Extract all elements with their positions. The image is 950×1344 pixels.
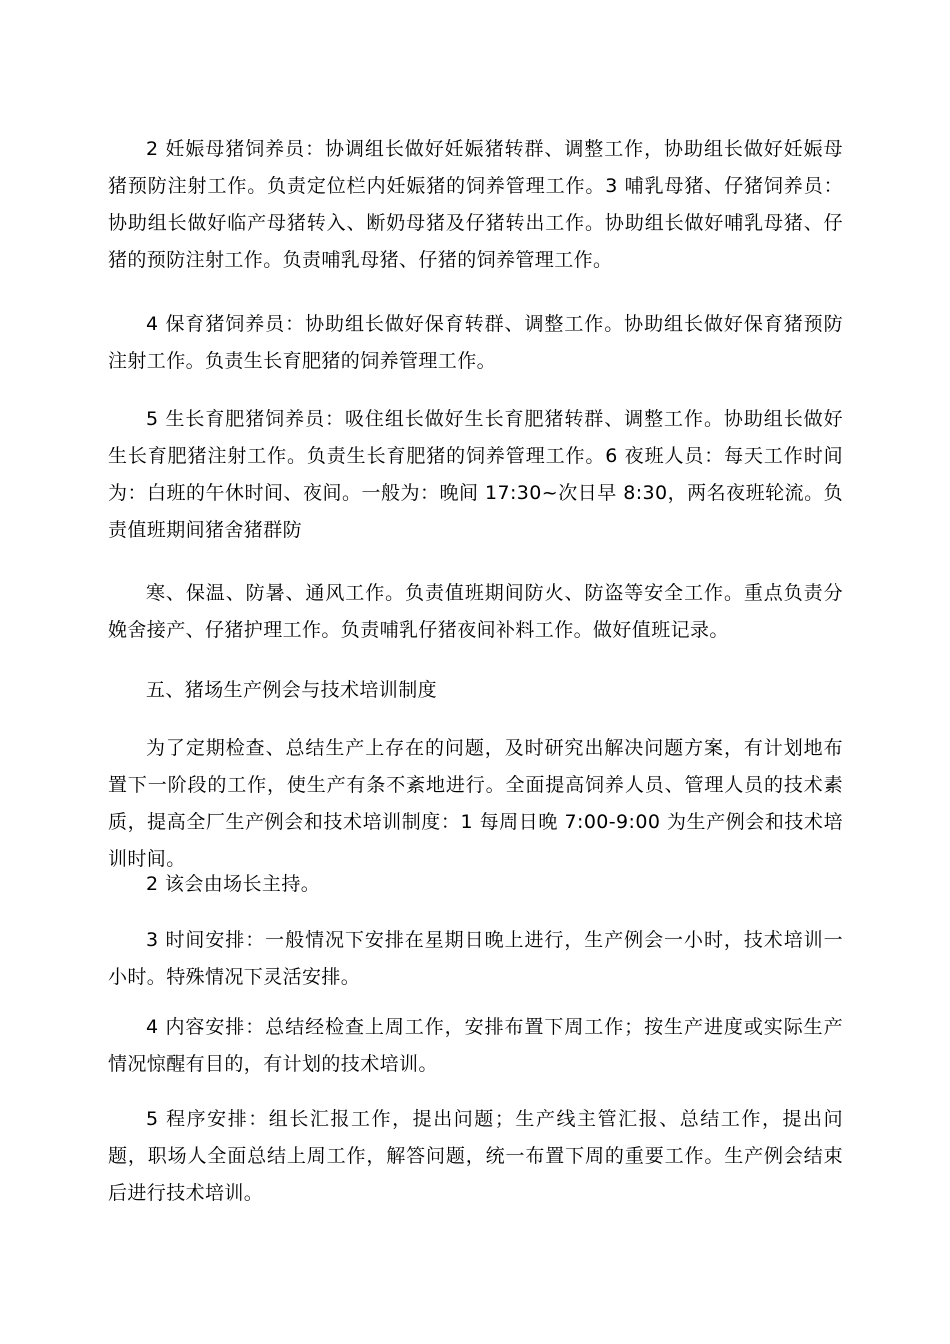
paragraph-sow-feeders: 2 妊娠母猪饲养员：协调组长做好妊娠猪转群、调整工作，协助组长做好妊娠母猪预防注射工作。负责定位栏内妊娠猪的饲养管理工作。3 哺乳母猪、仔猪饲养员：协助组长做好临产母猪转入、断奶母猪及仔猪转出工作。协助组长做好哺乳母猪、仔猪的预防注射工作。负责哺乳母猪、仔猪的饲养管理工作。 bbox=[108, 138, 843, 271]
section-heading: 五、猪场生产例会与技术培训制度 bbox=[146, 679, 438, 701]
paragraph-host: 2 该会由场长主持。 bbox=[146, 873, 321, 895]
paragraph-nursery-feeder: 4 保育猪饲养员：协助组长做好保育转群、调整工作。协助组长做好保育猪预防注射工作。负责生长育肥猪的饲养管理工作。 bbox=[108, 313, 843, 372]
paragraph-time-arrangement: 3 时间安排：一般情况下安排在星期日晚上进行，生产例会一小时，技术培训一小时。特殊情况下灵活安排。 bbox=[108, 929, 843, 988]
paragraph-night-shift-duties: 寒、保温、防暑、通风工作。负责值班期间防火、防盗等安全工作。重点负责分娩舍接产、仔猪护理工作。负责哺乳仔猪夜间补料工作。做好值班记录。 bbox=[108, 582, 843, 641]
paragraph-content-arrangement: 4 内容安排：总结经检查上周工作，安排布置下周工作；按生产进度或实际生产情况惊醒有目的，有计划的技术培训。 bbox=[108, 1016, 843, 1075]
paragraph-finisher-and-night-shift: 5 生长育肥猪饲养员：吸住组长做好生长育肥猪转群、调整工作。协助组长做好生长育肥猪注射工作。负责生长育肥猪的饲养管理工作。6 夜班人员：每天工作时间为：白班的午休时间、夜间。一般为：晚间 17:30~次日早 8:30，两名夜班轮流。负责值班期间猪舍猪群防 bbox=[108, 408, 843, 541]
paragraph-meeting-purpose: 为了定期检查、总结生产上存在的问题，及时研究出解决问题方案，有计划地布置下一阶段的工作，使生产有条不紊地进行。全面提高饲养人员、管理人员的技术素质，提高全厂生产例会和技术培训制度：1 每周日晚 7:00-9:00 为生产例会和技术培训时间。 bbox=[108, 737, 843, 870]
paragraph-procedure-arrangement: 5 程序安排：组长汇报工作，提出问题；生产线主管汇报、总结工作，提出问题，职场人全面总结上周工作，解答问题，统一布置下周的重要工作。生产例会结束后进行技术培训。 bbox=[108, 1108, 843, 1204]
